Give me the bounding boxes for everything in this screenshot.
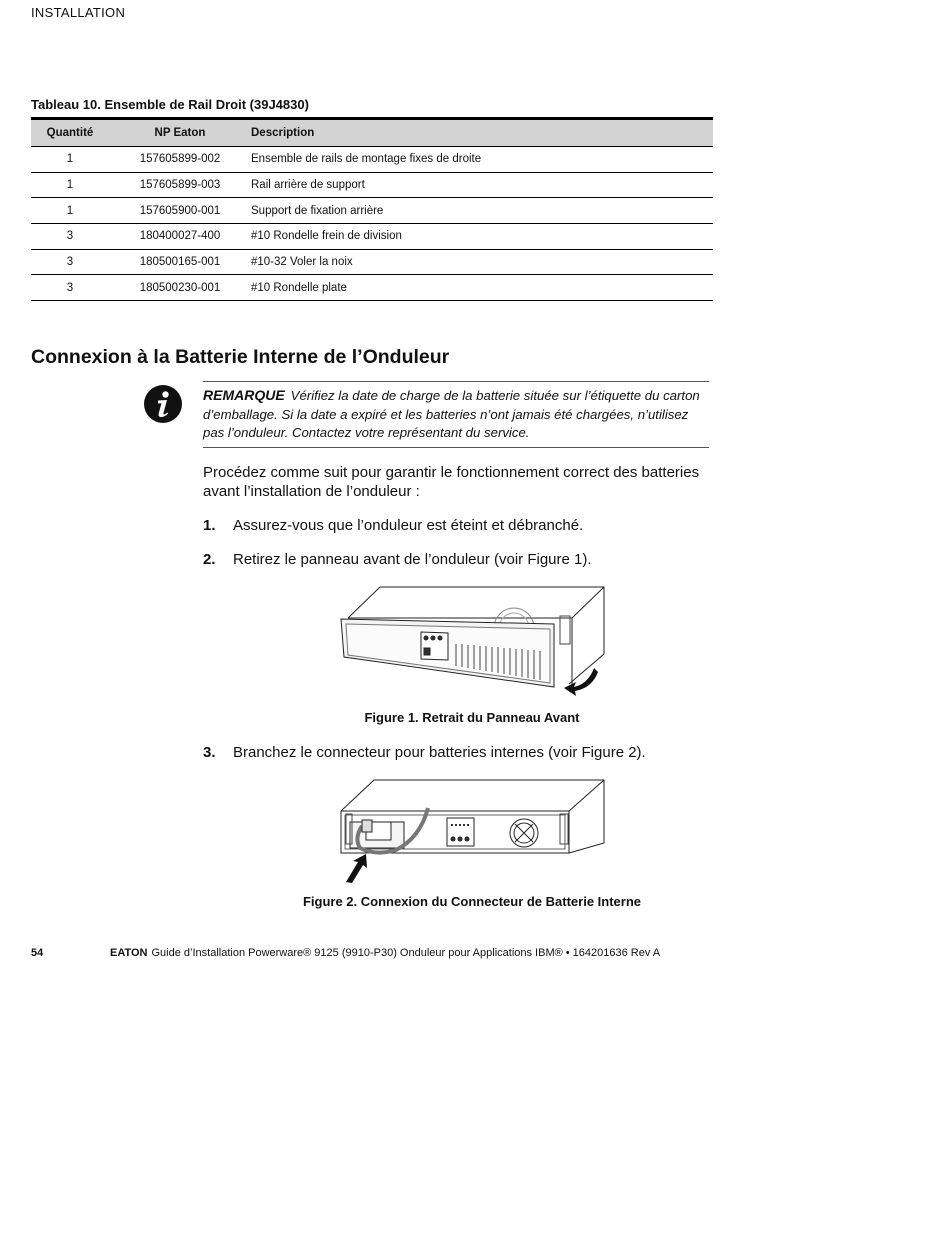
cell-description: Support de fixation arrière <box>251 198 713 224</box>
table-row <box>31 249 713 275</box>
step-number: 2. <box>203 551 216 568</box>
cell-description: Rail arrière de support <box>251 172 713 198</box>
note-label: REMARQUE <box>203 387 285 403</box>
section-header: INSTALLATION <box>31 5 126 20</box>
battery-connector-illustration <box>336 778 608 884</box>
step-text: Assurez-vous que l’onduleur est éteint et débranché. <box>233 517 584 534</box>
table-header-row <box>31 119 713 147</box>
column-header-description: Description <box>251 119 713 147</box>
step-number: 1. <box>203 517 216 534</box>
column-header-quantity: Quantité <box>31 119 109 147</box>
footer-text <box>110 947 660 959</box>
table-caption: Tableau 10. Ensemble de Rail Droit (39J4830) <box>31 97 309 112</box>
section-title: Connexion à la Batterie Interne de l’Onduleur <box>31 346 450 368</box>
cell-part-number: 180500230-001 <box>109 275 251 301</box>
cell-quantity: 3 <box>31 224 109 250</box>
cell-description: #10 Rondelle frein de division <box>251 224 713 250</box>
cell-quantity: 1 <box>31 172 109 198</box>
table-row <box>31 224 713 250</box>
cell-part-number: 180400027-400 <box>109 224 251 250</box>
cell-quantity: 3 <box>31 275 109 301</box>
column-header-part-number: NP Eaton <box>109 119 251 147</box>
cell-quantity: 1 <box>31 147 109 173</box>
cell-description: #10 Rondelle plate <box>251 275 713 301</box>
cell-part-number: 180500165-001 <box>109 249 251 275</box>
step-text: Retirez le panneau avant de l’onduleur (voir Figure 1). <box>233 551 592 568</box>
table-row <box>31 275 713 301</box>
step-item <box>203 743 646 762</box>
cell-description: #10-32 Voler la noix <box>251 249 713 275</box>
note-box <box>203 381 709 448</box>
figure-2-caption: Figure 2. Connexion du Connecteur de Batterie Interne <box>302 894 642 909</box>
cell-part-number: 157605900-001 <box>109 198 251 224</box>
parts-table <box>31 117 713 301</box>
step-text: Branchez le connecteur pour batteries internes (voir Figure 2). <box>233 744 646 761</box>
cell-part-number: 157605899-002 <box>109 147 251 173</box>
table-row <box>31 147 713 173</box>
step-item <box>203 516 583 535</box>
intro-paragraph: Procédez comme suit pour garantir le fonctionnement correct des batteries avant l’installation de l’onduleur : <box>203 464 700 500</box>
cell-quantity: 1 <box>31 198 109 224</box>
cell-part-number: 157605899-003 <box>109 172 251 198</box>
front-panel-removal-illustration <box>336 584 608 700</box>
cell-description: Ensemble de rails de montage fixes de droite <box>251 147 713 173</box>
footer-brand: EATON <box>110 947 148 959</box>
note-text: Vérifiez la date de charge de la batterie située sur l’étiquette du carton d’emballage. Si la date a expiré et les batteries n’ont jamais été chargées, n’utilisez pas l’onduleur. Contactez votre représentant du service. <box>203 388 700 440</box>
page-number: 54 <box>31 947 44 959</box>
table-row <box>31 198 713 224</box>
footer-description: Guide d’Installation Powerware® 9125 (9910-P30) Onduleur pour Applications IBM® • 164201636 Rev A <box>151 947 661 959</box>
figure-1-caption: Figure 1. Retrait du Panneau Avant <box>364 710 580 725</box>
table-row <box>31 172 713 198</box>
step-item <box>203 550 592 569</box>
cell-quantity: 3 <box>31 249 109 275</box>
info-icon <box>143 384 183 424</box>
step-number: 3. <box>203 744 216 761</box>
